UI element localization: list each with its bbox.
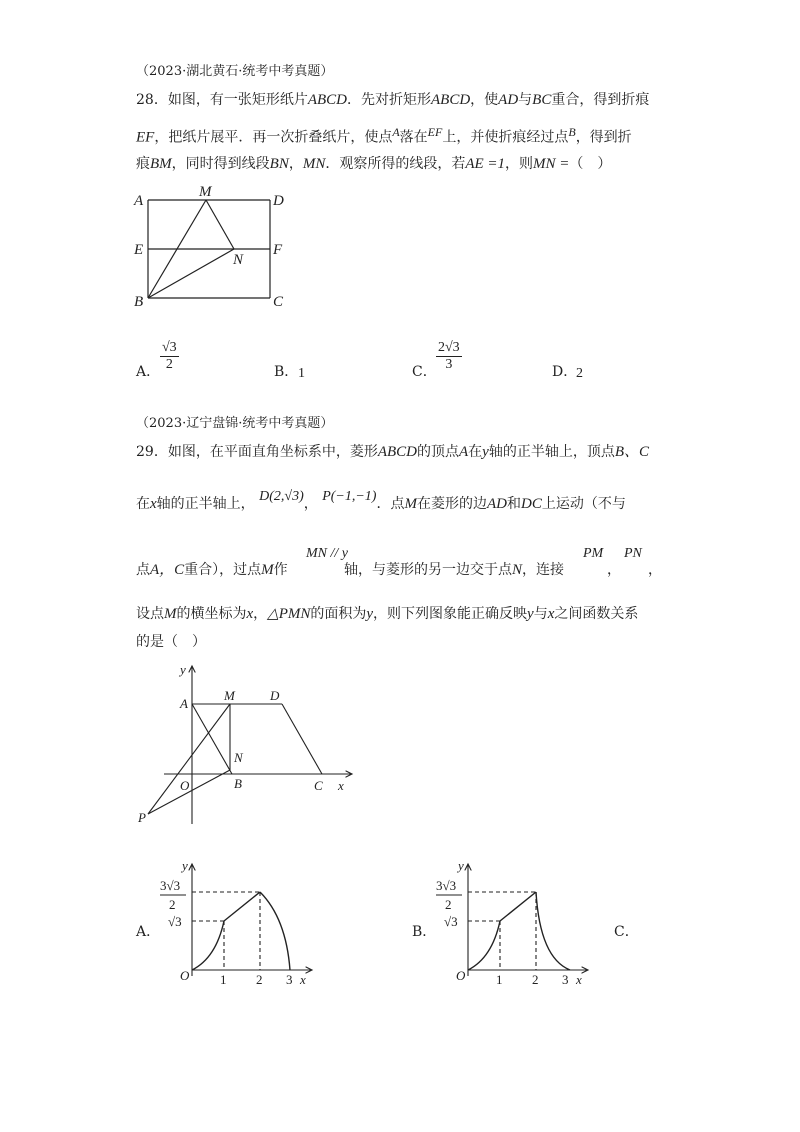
fig29-label-x: x [338, 778, 344, 793]
fig29-label-c: C [314, 778, 323, 793]
fig29-side-dc [282, 704, 322, 774]
fig28-label-a: A [134, 193, 144, 209]
graph-a-y-label: y [182, 858, 188, 873]
fig28-label-m: M [199, 184, 212, 200]
q29-line3-end: ， [648, 562, 662, 578]
q29-option-b-letter: B． [412, 924, 437, 940]
q29-option-b-graph [430, 858, 600, 988]
graph-b-ymid: √3 [444, 914, 458, 929]
q28-option-b-letter: B． [274, 364, 299, 380]
fig28-label-n: N [233, 252, 244, 268]
q29-pm: PM [583, 546, 604, 561]
graph-a-tick-2: 2 [256, 972, 263, 987]
fig29-label-y: y [180, 662, 186, 677]
graph-b-tick-1: 1 [496, 972, 503, 987]
q28-option-a-fraction: $\frac{√3}{2}$ [162, 340, 177, 372]
q28-source: （2023·湖北黄石·统考中考真题） [136, 64, 334, 79]
graph-a-ytop-num: 3√3 [160, 878, 181, 893]
fig29-label-m: M [224, 688, 235, 703]
fig28-label-c: C [273, 294, 284, 310]
q28-line1: 28．如图，有一张矩形纸片ABCD．先对折矩形ABCD，使AD与BC重合，得到折痕 [136, 92, 650, 108]
graph-b-y-label: y [458, 858, 464, 873]
q28-option-a-letter: A． [136, 364, 161, 380]
q29-line3: 点A，C重合），过点M作 [136, 562, 288, 578]
fig28-label-f: F [273, 242, 283, 258]
graph-a-x-label: x [300, 972, 306, 987]
graph-a-ymid: √3 [168, 914, 182, 929]
graph-b-origin: O [456, 968, 466, 983]
q29-option-a-graph [154, 858, 324, 988]
fig28-label-b: B [134, 294, 144, 310]
fig29-label-n: N [234, 750, 243, 765]
q29-line2: 在x轴的正半轴上， D(2,√3)， P(−1,−1)．点M在菱形的边AD和DC上运动（不与 [136, 489, 626, 512]
graph-b-ytop-num: 3√3 [436, 878, 457, 893]
graph-b-ytop-den: 2 [445, 897, 452, 912]
q28-option-d-letter: D． [552, 364, 578, 380]
q29-line4: 设点M的横坐标为x，△PMN的面积为y，则下列图象能正确反映y与x之间函数关系 [136, 606, 639, 622]
graph-a-line-2 [224, 892, 260, 921]
q29-figure [136, 660, 366, 830]
q29-line3-b: 轴，与菱形的另一边交于点N，连接 [344, 562, 565, 578]
graph-b-curve-1 [468, 921, 500, 970]
q28-figure [132, 182, 292, 312]
q29-comma: ， [607, 562, 621, 578]
q28-option-c-fraction: $\frac{2√3}{3}$ [438, 340, 460, 372]
graph-a-curve-1 [192, 921, 224, 970]
fig29-side-ab [192, 704, 232, 774]
graph-b-tick-3: 3 [562, 972, 569, 987]
q29-option-c-letter: C． [614, 924, 639, 940]
q29-source: （2023·辽宁盘锦·统考中考真题） [136, 416, 334, 431]
graph-b-tick-2: 2 [532, 972, 539, 987]
q29-line5: 的是（ ） [136, 634, 206, 650]
q28-option-d-value: 2 [576, 366, 583, 381]
fig28-bn [148, 249, 234, 298]
fig29-label-d: D [270, 688, 280, 703]
q28-line2: EF，把纸片展平．再一次折叠纸片，使点$^A$落在$^{EF}$上，并使折痕经过点$^B$，得到折 [136, 125, 632, 146]
q29-pn: PN [624, 546, 642, 561]
graph-b-x-label: x [576, 972, 582, 987]
fig28-label-d: D [273, 193, 284, 209]
q28-option-c-letter: C． [412, 364, 437, 380]
q28-option-b-value: 1 [298, 366, 305, 381]
graph-a-tick-1: 1 [220, 972, 227, 987]
graph-a-origin: O [180, 968, 190, 983]
fig28-mn [206, 200, 234, 249]
graph-b-curve-3 [536, 892, 570, 970]
fig28-label-e: E [134, 242, 144, 258]
fig29-label-a: A [180, 696, 188, 711]
graph-a-curve-3 [260, 892, 290, 970]
fig29-segment-pm [148, 704, 230, 814]
q29-option-a-letter: A． [136, 924, 161, 940]
fig29-label-o: O [180, 778, 190, 793]
graph-b-line-2 [500, 892, 536, 921]
graph-a-tick-3: 3 [286, 972, 293, 987]
fig29-label-b: B [234, 776, 242, 791]
q29-line1: 29．如图，在平面直角坐标系中，菱形ABCD的顶点A在y轴的正半轴上，顶点B、C [136, 444, 650, 460]
fig29-label-p: P [138, 810, 146, 825]
q29-mn-parallel: MN // y [306, 546, 348, 561]
q28-line3: 痕BM，同时得到线段BN，MN．观察所得的线段，若AE =1，则MN =（ ） [136, 156, 612, 172]
graph-a-ytop-den: 2 [169, 897, 176, 912]
